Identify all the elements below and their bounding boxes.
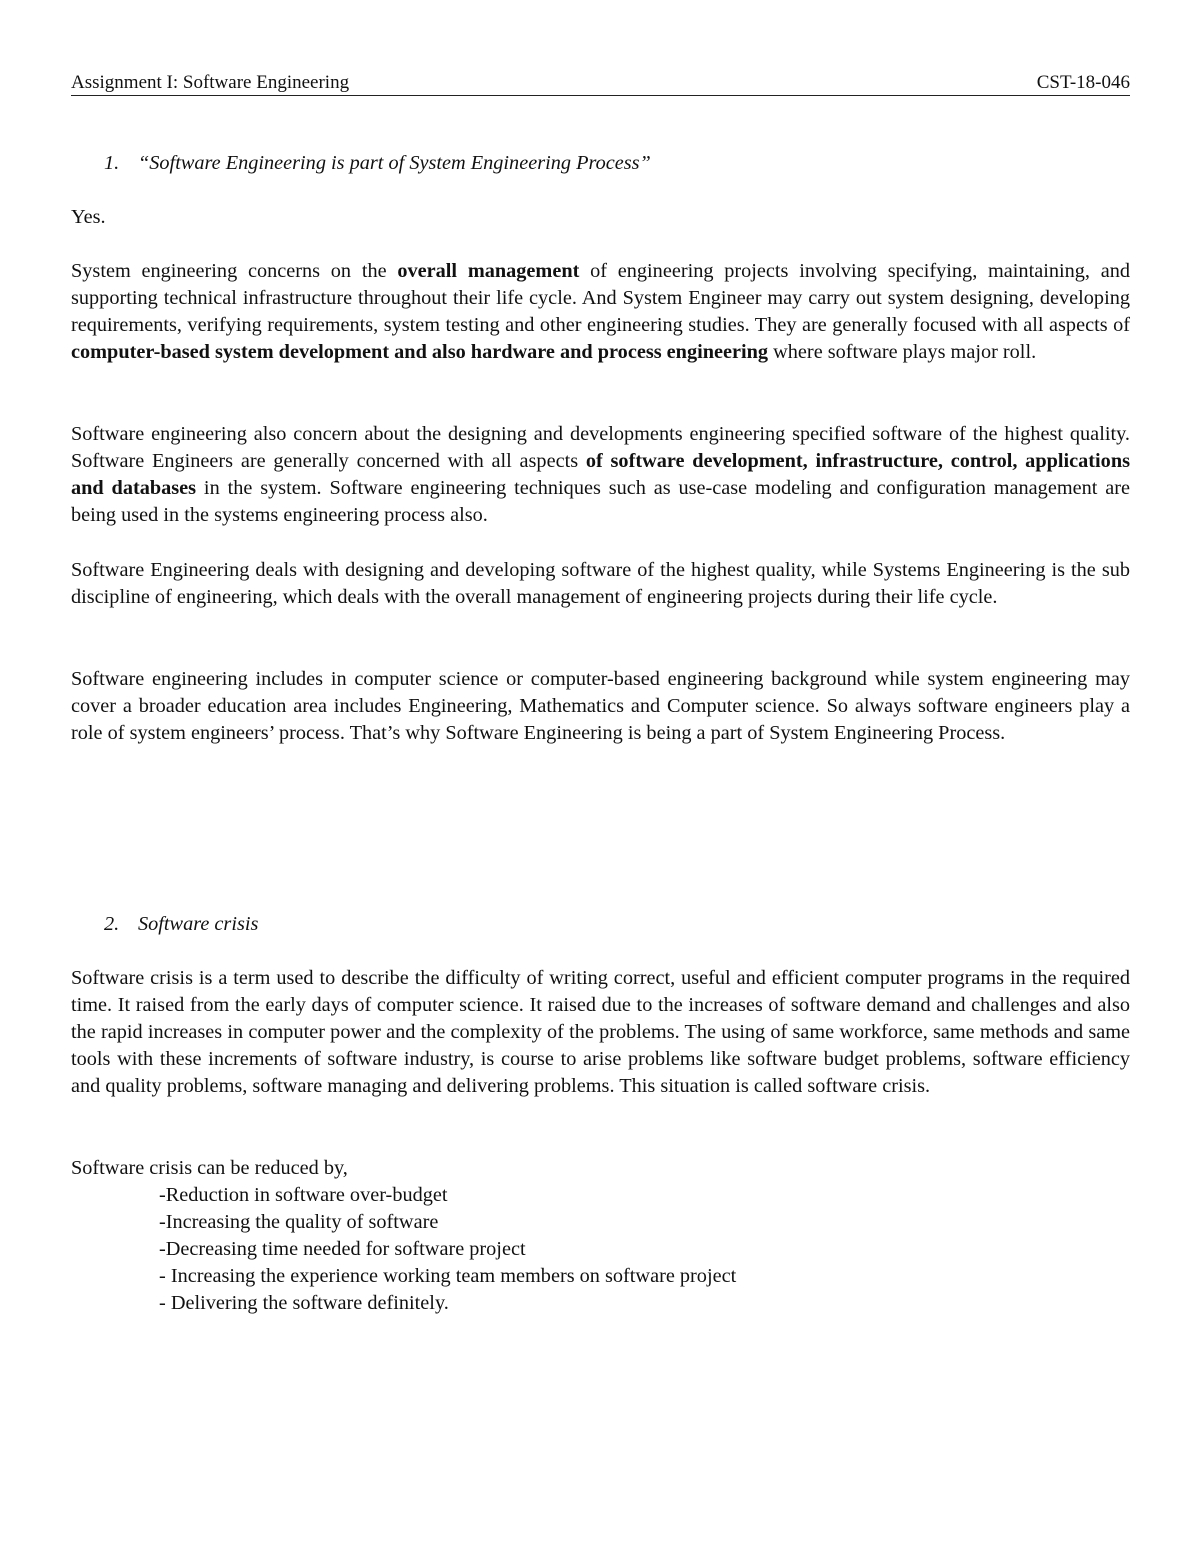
section-1-title: “Software Engineering is part of System Engineering Process”: [138, 152, 651, 174]
section-2-heading: [104, 911, 1163, 938]
section-2-list-intro: Software crisis can be reduced by,: [71, 1157, 348, 1179]
crisis-reduction-list: [159, 1182, 736, 1317]
section-1-heading: [104, 150, 1163, 177]
section-1-paragraph-2: [71, 421, 1130, 529]
section-2-paragraph-1: [71, 965, 1130, 1100]
section-1-number: 1.: [104, 152, 120, 174]
text-run: where software plays major roll.: [768, 341, 1037, 363]
text-run: in the system. Software engineering techniques such as use-case modeling and configuration management are being used in the systems engineering process also.: [71, 477, 1130, 526]
list-item: -Reduction in software over-budget: [159, 1184, 448, 1206]
section-1-paragraph-1: [71, 258, 1130, 366]
text-run: of engineering projects involving specifying, maintaining, and supporting technical infrastructure throughout their life cycle. And System Engineer may carry out system designing, developing requirements, verifying requirements, system testing and other engineering studies. They are generally focused with all aspects of: [71, 260, 1131, 336]
header-student-id: CST-18-046: [1036, 72, 1130, 93]
paragraph-text: Software Engineering deals with designing and developing software of the highest quality, while Systems Engineering is the sub discipline of engineering, which deals with the overall management of engineering projects during their life cycle.: [71, 559, 1130, 608]
section-1-paragraph-3: [71, 557, 1130, 611]
text-run: Software engineering also concern about the designing and developments engineering specified software of the highest quality. Software Engineers are generally concerned with all aspects: [71, 423, 1130, 472]
bold-run: of software development, infrastructure, control, applications and databases: [71, 450, 1130, 499]
list-item: -Increasing the quality of software: [159, 1211, 439, 1233]
list-item: - Delivering the software definitely.: [159, 1292, 449, 1314]
paragraph-text: Software engineering includes in computer science or computer-based engineering background while system engineering may cover a broader education area includes Engineering, Mathematics and Computer science. So always software engineers play a role of system engineers’ process. That’s why Software Engineering is being a part of System Engineering Process.: [71, 668, 1130, 744]
list-item: - Increasing the experience working team members on software project: [159, 1265, 737, 1287]
section-1-answer: Yes.: [71, 206, 106, 228]
section-2-title: Software crisis: [138, 913, 259, 935]
section-1-paragraph-4: [71, 666, 1130, 747]
bold-run: overall management: [397, 260, 580, 282]
section-2-number: 2.: [104, 913, 120, 935]
page-header: [71, 73, 1130, 96]
list-item: -Decreasing time needed for software project: [159, 1238, 526, 1260]
text-run: System engineering concerns on the: [71, 260, 398, 282]
bold-run: computer-based system development and also hardware and process engineering: [71, 341, 769, 363]
header-assignment-title: Assignment I: Software Engineering: [71, 72, 350, 93]
paragraph-text: Software crisis is a term used to describe the difficulty of writing correct, useful and efficient computer programs in the required time. It raised from the early days of computer science. It raised due to the increases of software demand and challenges and also the rapid increases in computer power and the complexity of the problems. The using of same workforce, same methods and same tools with these increments of software industry, is course to arise problems like software budget problems, software efficiency and quality problems, software managing and delivering problems. This situation is called software crisis.: [71, 967, 1130, 1097]
